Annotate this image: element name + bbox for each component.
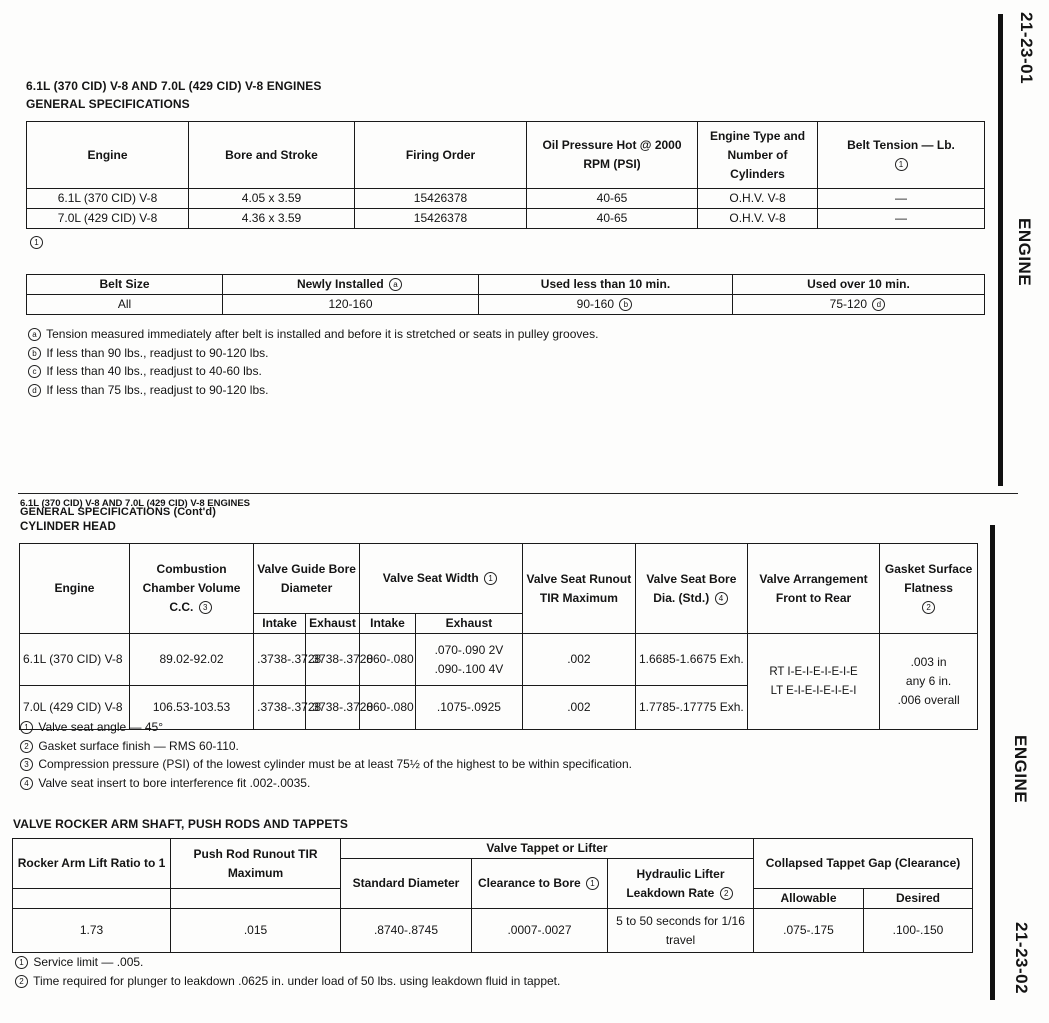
note (18, 737, 632, 756)
cell: — (818, 189, 985, 209)
footnote-marker: 1 (484, 572, 497, 585)
col-newly-installed (223, 275, 479, 295)
cell: 6.1L (370 CID) V-8 (20, 634, 130, 686)
col-used-less-10: Used less than 10 min. (479, 275, 733, 295)
footnote-marker: a (389, 278, 402, 291)
footnote-marker: 3 (199, 601, 212, 614)
cell-value: 75-120 (829, 297, 868, 311)
footnote-marker: 1 (586, 877, 599, 890)
cell: .060-.080 (360, 686, 416, 730)
col-seat-exhaust: Exhaust (415, 614, 522, 634)
cell: 1.7785-.17775 Exh. (635, 686, 747, 730)
footnote-marker: b (28, 347, 41, 360)
footnote-marker: 1 (30, 236, 43, 249)
note-text: Service limit — .005. (33, 955, 144, 969)
cell-value: 90-160 (576, 297, 615, 311)
arrangement-rt: RT I-E-I-E-I-E-I-E (769, 665, 858, 678)
footnote-marker: d (28, 384, 41, 397)
cell: 4.05 x 3.59 (189, 189, 355, 209)
cell: 6.1L (370 CID) V-8 (27, 189, 189, 209)
header-label: Gasket Surface Flatness (884, 562, 973, 595)
cell: 5 to 50 seconds for 1/16 travel (608, 909, 754, 953)
footnote-marker: 2 (922, 601, 935, 614)
header-label: Valve Seat Bore Dia. (Std.) (646, 571, 737, 605)
cell-gasket (880, 634, 978, 730)
col-used-over-10: Used over 10 min. (733, 275, 985, 295)
cell: .3738-.3728 (306, 634, 360, 686)
top-title: 6.1L (370 CID) V-8 AND 7.0L (429 CID) V-8 ENGINES (26, 79, 322, 93)
footnote-marker: d (872, 298, 885, 311)
cell (733, 295, 985, 315)
note (18, 718, 632, 737)
footnote-marker: 4 (715, 592, 728, 605)
belt-table (26, 274, 985, 315)
col-valve-arrangement: Valve Arrangement Front to Rear (747, 544, 879, 634)
note-text: Tension measured immediately after belt is installed and before it is stretched or seats in pulley grooves. (46, 327, 599, 341)
rocker-notes (13, 953, 560, 990)
table-row (27, 189, 985, 209)
general-spec-table (26, 121, 985, 229)
col-oil-pressure: Oil Pressure Hot @ 2000 RPM (PSI) (527, 122, 698, 189)
side-bar-top (998, 14, 1003, 486)
table-row (20, 634, 978, 686)
note (18, 774, 632, 793)
cell: O.H.V. V-8 (698, 189, 818, 209)
cell: 7.0L (429 CID) V-8 (27, 209, 189, 229)
note-text: If less than 40 lbs., readjust to 40-60 lbs. (46, 364, 262, 378)
col-guide-exhaust: Exhaust (306, 614, 360, 634)
footnote-marker: 1 (20, 721, 33, 734)
side-label-engine-top: ENGINE (1015, 218, 1034, 287)
gasket-line: .006 overall (897, 693, 960, 707)
cell: .002 (522, 686, 635, 730)
col-gap-group: Collapsed Tappet Gap (Clearance) (754, 839, 973, 889)
cell: 15426378 (355, 189, 527, 209)
col-desired: Desired (864, 889, 973, 909)
note (26, 344, 598, 363)
page-divider (18, 493, 1018, 494)
rocker-header-spacer (171, 889, 341, 909)
col-seat-intake: Intake (360, 614, 416, 634)
cyl-title-line2: GENERAL SPECIFICATIONS (Cont'd) (20, 506, 216, 518)
page-number-top: 21-23-01 (1017, 12, 1036, 85)
note (13, 972, 560, 991)
cell: .8740-.8745 (341, 909, 472, 953)
cell: 120-160 (223, 295, 479, 315)
col-firing-order: Firing Order (355, 122, 527, 189)
footnote-marker: 3 (20, 758, 33, 771)
footnote-marker: 1 (15, 956, 28, 969)
note-text: If less than 90 lbs., readjust to 90-120 lbs. (46, 345, 269, 360)
note-text: If less than 75 lbs., readjust to 90-120 lbs. (46, 382, 269, 397)
note (13, 953, 560, 972)
col-gasket-flatness (880, 544, 978, 634)
footnote-marker: 2 (20, 740, 33, 753)
cell: .3738-.3728 (306, 686, 360, 730)
cell: 89.02-92.02 (129, 634, 253, 686)
cell: .0007-.0027 (472, 909, 608, 953)
gasket-line: any 6 in. (905, 674, 952, 688)
cell: 1.6685-1.6675 Exh. (635, 634, 747, 686)
note-text: Time required for plunger to leakdown .0625 in. under load of 50 lbs. using leakdown fluid in tappet. (33, 973, 561, 988)
cell: .015 (171, 909, 341, 953)
cell: .1075-.0925 (415, 686, 522, 730)
col-bore-stroke: Bore and Stroke (189, 122, 355, 189)
header-label: Valve Seat Width (382, 571, 479, 585)
col-belt-tension (818, 122, 985, 189)
footnote-marker: a (28, 328, 41, 341)
footnote-marker: c (28, 365, 41, 378)
col-std-diameter: Standard Diameter (341, 859, 472, 909)
cyl-section-title: CYLINDER HEAD (20, 521, 116, 533)
note-text: Compression pressure (PSI) of the lowest cylinder must be at least 75½ of the highest to be within specification. (38, 757, 632, 771)
col-allowable: Allowable (754, 889, 864, 909)
cell: .002 (522, 634, 635, 686)
footnote-marker: b (619, 298, 632, 311)
col-combustion (129, 544, 253, 634)
cell-valve-arrangement (747, 634, 879, 730)
footnote-marker: 2 (15, 975, 28, 988)
footnote-marker: 2 (720, 887, 733, 900)
table-row (27, 295, 985, 315)
cell: .075-.175 (754, 909, 864, 953)
header-label: Hydraulic Lifter Leakdown Rate (626, 866, 725, 900)
header-label: Newly Installed (296, 277, 384, 291)
side-bar-bottom (990, 525, 995, 1000)
rocker-table (12, 838, 973, 953)
col-tappet-group: Valve Tappet or Lifter (341, 839, 754, 859)
top-subtitle: GENERAL SPECIFICATIONS (26, 97, 190, 111)
cell: 106.53-103.53 (129, 686, 253, 730)
note-text: Valve seat insert to bore interference fit .002-.0035. (38, 775, 311, 790)
table-row (13, 909, 973, 953)
cylinder-head-table (19, 543, 978, 730)
cell: .060-.080 (360, 634, 416, 686)
col-engine-type: Engine Type and Number of Cylinders (698, 122, 818, 189)
note (26, 362, 598, 381)
cell: .3738-.3728 (254, 686, 306, 730)
col-engine: Engine (20, 544, 130, 634)
col-belt-size: Belt Size (27, 275, 223, 295)
side-label-engine-bottom: ENGINE (1011, 735, 1030, 804)
table-row (27, 209, 985, 229)
col-leakdown (608, 859, 754, 909)
col-engine: Engine (27, 122, 189, 189)
cell: 1.73 (13, 909, 171, 953)
cell: .3738-.3728 (254, 634, 306, 686)
col-pushrod-runout: Push Rod Runout TIR Maximum (171, 839, 341, 889)
gasket-line: .003 in (910, 655, 947, 669)
col-guide-intake: Intake (254, 614, 306, 634)
cell: O.H.V. V-8 (698, 209, 818, 229)
cyl-title-line1: 6.1L (370 CID) V-8 AND 7.0L (429 CID) V-8 ENGINES (20, 498, 251, 509)
cell: .070-.090 2V .090-.100 4V (415, 634, 522, 686)
cell (479, 295, 733, 315)
footnote-marker: 1 (895, 158, 908, 171)
col-seat-runout: Valve Seat Runout TIR Maximum (522, 544, 635, 634)
note (26, 381, 598, 400)
header-label: Combustion Chamber Volume C.C. (142, 562, 241, 614)
cell: — (818, 209, 985, 229)
cyl-notes (18, 718, 632, 792)
page-number-bottom: 21-23-02 (1012, 922, 1031, 995)
cell: 40-65 (527, 189, 698, 209)
col-clearance (472, 859, 608, 909)
col-rocker-lift: Rocker Arm Lift Ratio to 1 (13, 839, 171, 889)
cell: 7.0L (429 CID) V-8 (20, 686, 130, 730)
col-valve-seat-width (360, 544, 523, 614)
col-seat-bore-dia (635, 544, 747, 634)
header-label: Clearance to Bore (477, 876, 581, 890)
note (18, 755, 632, 774)
cell: All (27, 295, 223, 315)
belt-notes (26, 325, 598, 399)
col-valve-guide: Valve Guide Bore Diameter (254, 544, 360, 614)
cell: 15426378 (355, 209, 527, 229)
note-text: Valve seat angle — 45° (38, 720, 163, 734)
rocker-header-spacer (13, 889, 171, 909)
cell: 40-65 (527, 209, 698, 229)
note (26, 325, 598, 344)
footnote-marker: 4 (20, 777, 33, 790)
belt-tension-label: Belt Tension — Lb. (847, 138, 955, 152)
cell: 4.36 x 3.59 (189, 209, 355, 229)
arrangement-lt: LT E-I-E-I-E-I-E-I (770, 684, 857, 697)
rocker-title: VALVE ROCKER ARM SHAFT, PUSH RODS AND TAPPETS (13, 817, 348, 831)
note-text: Gasket surface finish — RMS 60-110. (38, 738, 239, 753)
cell: .100-.150 (864, 909, 973, 953)
